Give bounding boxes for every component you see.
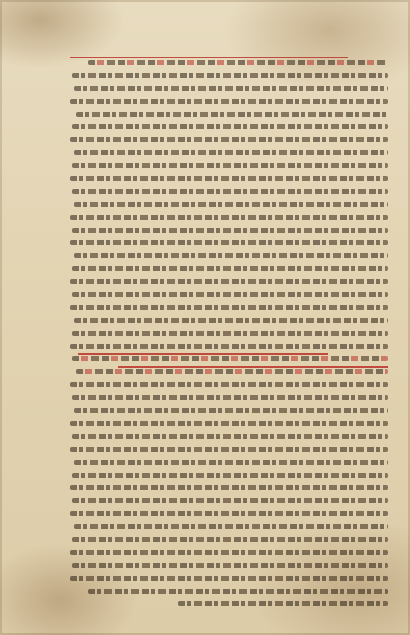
handwriting-ink [70, 421, 388, 426]
handwriting-ink [70, 99, 388, 104]
handwriting-ink [74, 460, 388, 465]
handwriting-ink [70, 279, 388, 284]
manuscript-line [70, 340, 388, 353]
handwriting-ink [72, 163, 388, 168]
handwriting-ink [72, 356, 388, 361]
manuscript-line [70, 120, 388, 133]
handwriting-ink [178, 601, 388, 606]
manuscript-line [70, 404, 388, 417]
manuscript-line [70, 481, 388, 494]
handwriting-ink [88, 60, 388, 65]
manuscript-line [70, 69, 388, 82]
manuscript-line [70, 262, 388, 275]
handwriting-ink [72, 73, 388, 78]
handwriting-ink [70, 382, 388, 387]
manuscript-line [70, 288, 388, 301]
handwriting-ink [70, 344, 388, 349]
handwriting-ink [74, 150, 388, 155]
handwriting-ink [72, 473, 388, 478]
manuscript-line [70, 211, 388, 224]
manuscript-line [70, 146, 388, 159]
manuscript-line [70, 378, 388, 391]
handwriting-ink [72, 498, 388, 503]
handwriting-ink [74, 86, 388, 91]
manuscript-line [70, 159, 388, 172]
handwriting-ink [74, 524, 388, 529]
manuscript-line [70, 469, 388, 482]
handwriting-ink [72, 434, 388, 439]
handwriting-ink [72, 292, 388, 297]
handwriting-ink [72, 124, 388, 129]
manuscript-line [70, 494, 388, 507]
manuscript-line [70, 327, 388, 340]
handwriting-ink [72, 395, 388, 400]
manuscript-line [70, 572, 388, 585]
handwriting-ink [70, 576, 388, 581]
rubric-overline [78, 353, 328, 354]
manuscript-line [70, 443, 388, 456]
manuscript-line [70, 533, 388, 546]
manuscript-line [70, 546, 388, 559]
handwriting-ink [88, 589, 388, 594]
manuscript-line [70, 224, 388, 237]
handwriting-ink [76, 112, 388, 117]
handwriting-ink [70, 305, 388, 310]
rubric-overline [118, 366, 388, 367]
manuscript-line [70, 95, 388, 108]
manuscript-line [70, 365, 388, 378]
handwriting-ink [70, 485, 388, 490]
manuscript-line [70, 559, 388, 572]
handwriting-ink [72, 189, 388, 194]
handwriting-ink [76, 369, 388, 374]
manuscript-line [70, 275, 388, 288]
handwriting-ink [72, 266, 388, 271]
manuscript-line [70, 456, 388, 469]
manuscript-line [70, 585, 388, 598]
manuscript-line [70, 249, 388, 262]
handwriting-ink [70, 550, 388, 555]
manuscript-line [70, 430, 388, 443]
manuscript-line [70, 108, 388, 121]
manuscript-line [70, 172, 388, 185]
manuscript-line [70, 314, 388, 327]
handwriting-ink [74, 202, 388, 207]
handwriting-ink [72, 331, 388, 336]
manuscript-line [70, 597, 388, 610]
handwriting-ink [70, 137, 388, 142]
rubric-overline [70, 57, 348, 58]
handwriting-ink [70, 240, 388, 245]
manuscript-line [70, 133, 388, 146]
handwriting-ink [70, 215, 388, 220]
handwriting-ink [72, 537, 388, 542]
manuscript-text-block [70, 56, 388, 611]
handwriting-ink [74, 253, 388, 258]
manuscript-line [70, 507, 388, 520]
handwriting-ink [72, 563, 388, 568]
manuscript-line [70, 352, 388, 365]
manuscript-line [70, 82, 388, 95]
handwriting-ink [74, 408, 388, 413]
manuscript-line [70, 185, 388, 198]
manuscript-line [70, 56, 388, 69]
handwriting-ink [70, 447, 388, 452]
manuscript-line [70, 236, 388, 249]
handwriting-ink [70, 176, 388, 181]
manuscript-line [70, 391, 388, 404]
handwriting-ink [70, 511, 388, 516]
manuscript-line [70, 301, 388, 314]
handwriting-ink [72, 228, 388, 233]
handwriting-ink [74, 318, 388, 323]
manuscript-line [70, 520, 388, 533]
manuscript-line [70, 198, 388, 211]
manuscript-line [70, 417, 388, 430]
